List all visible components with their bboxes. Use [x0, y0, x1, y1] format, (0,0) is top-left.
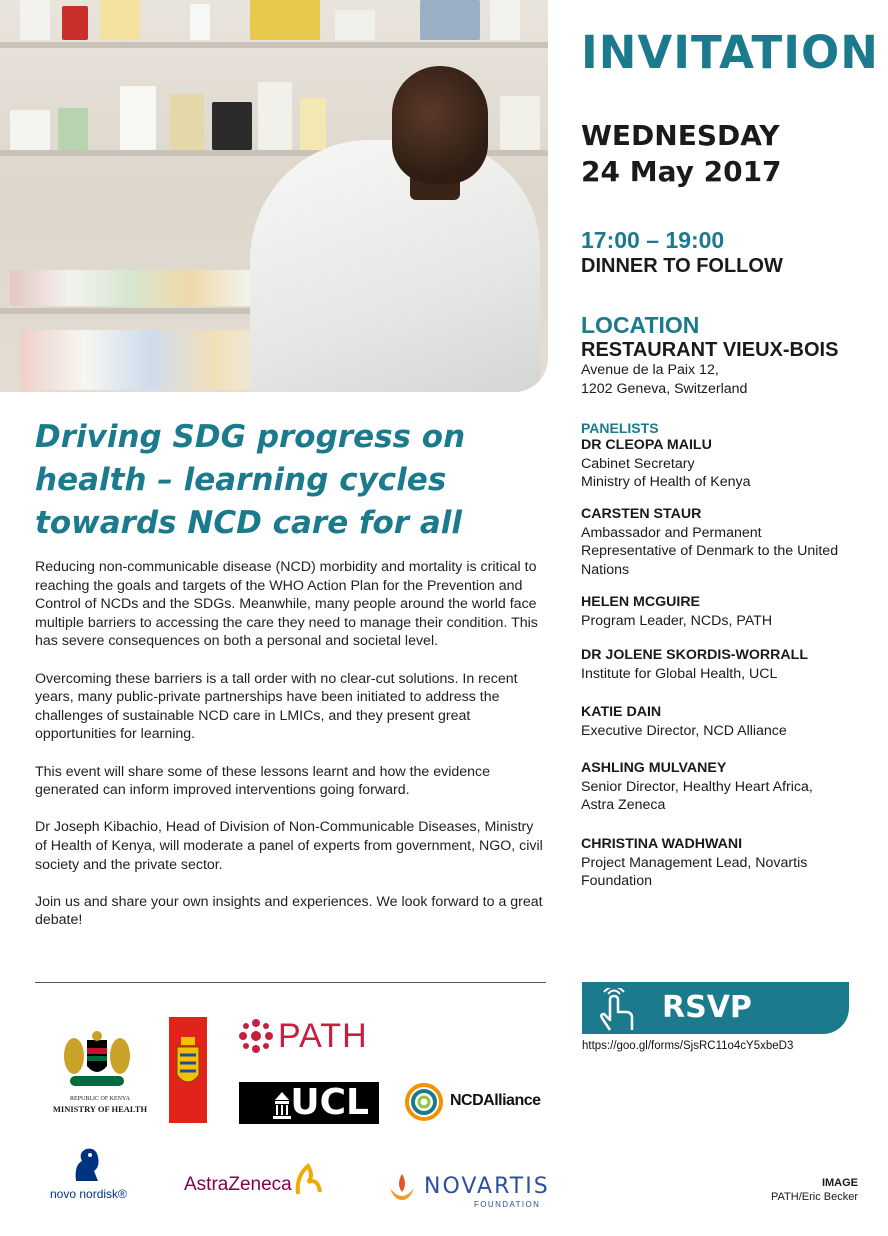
panelists-label: PANELISTS	[581, 420, 659, 436]
ucl-logo: UCL	[239, 1082, 379, 1124]
panelist: HELEN MCGUIRE Program Leader, NCDs, PATH	[581, 594, 773, 629]
pharmacist-figure	[250, 140, 540, 392]
paragraph: Overcoming these barriers is a tall order with no clear-cut solutions. In recent years, many public-private partnerships have been initiated to address the challenges of sustainable NCD care in LMICs, and they present great opportunities for learning.	[35, 670, 518, 743]
denmark-coat-of-arms-logo	[169, 1017, 207, 1123]
venue-name: RESTAURANT VIEUX-BOIS	[581, 339, 839, 361]
panelist: ASHLING MULVANEY Senior Director, Healthy Heart Africa, Astra Zeneca	[581, 760, 813, 813]
dinner-note: DINNER TO FOLLOW	[581, 255, 783, 277]
path-logo: PATH	[238, 1016, 380, 1056]
hero-photo	[0, 0, 548, 392]
event-description	[35, 558, 547, 948]
kenya-ministry-label: REPUBLIC OF KENYA MINISTRY OF HEALTH	[52, 1096, 148, 1114]
rsvp-button[interactable]	[582, 982, 849, 1034]
divider	[35, 982, 546, 983]
rsvp-link[interactable]: https://goo.gl/forms/SjsRC11o4cY5xbeD3	[582, 1040, 794, 1052]
paragraph: Dr Joseph Kibachio, Head of Division of Non-Communicable Diseases, Ministry of Health of Kenya, will moderate a panel of experts from government, NGO, civil society and the private sector.	[35, 819, 543, 873]
panelist: CHRISTINA WADHWANI Project Management Lead, Novartis Foundation	[581, 836, 808, 889]
event-date: WEDNESDAY 24 May 2017	[581, 119, 782, 188]
panelist: DR JOLENE SKORDIS-WORRALL Institute for Global Health, UCL	[581, 647, 808, 682]
paragraph: This event will share some of these lessons learnt and how the evidence generated can inform improved interventions going forward.	[35, 763, 491, 799]
paragraph: Join us and share your own insights and experiences. We look forward to a great debate!	[35, 893, 543, 929]
hand-tap-icon	[596, 988, 646, 1032]
panelist: DR CLEOPA MAILU Cabinet Secretary Ministry of Health of Kenya	[581, 437, 751, 490]
event-headline: Driving SDG progress on health – learning cycles towards NCD care for all	[35, 419, 466, 541]
novo-nordisk-logo: novo nordisk®	[50, 1145, 134, 1205]
location-label: LOCATION	[581, 312, 700, 338]
shelf	[0, 42, 548, 48]
astrazeneca-logo: AstraZeneca	[184, 1162, 324, 1198]
event-time: 17:00 – 19:00	[581, 227, 725, 253]
venue-address: Avenue de la Paix 12, 1202 Geneva, Switzerland	[581, 362, 748, 397]
kenya-coat-of-arms-logo	[62, 1026, 132, 1092]
paragraph: Reducing non-communicable disease (NCD) morbidity and mortality is critical to reaching the goals and targets of the WHO Action Plan for the Prevention and Control of NCDs and the SDGs. Meanwhile, many people around the world face multiple barriers to accessing the care they need to manage their condition. This has severe consequences on both a personal and societal level.	[35, 559, 538, 650]
ncd-alliance-logo: NCDAlliance	[404, 1082, 554, 1122]
invitation-title: INVITATION	[581, 26, 879, 79]
panelist: CARSTEN STAUR Ambassador and Permanent Representative of Denmark to the United Nations	[581, 506, 839, 578]
image-credit: IMAGE PATH/Eric Becker	[771, 1177, 858, 1203]
novartis-foundation-logo: NOVARTIS FOUNDATION	[384, 1166, 550, 1212]
panelist: KATIE DAIN Executive Director, NCD Alliance	[581, 704, 787, 739]
rsvp-label: RSVP	[662, 990, 752, 1025]
